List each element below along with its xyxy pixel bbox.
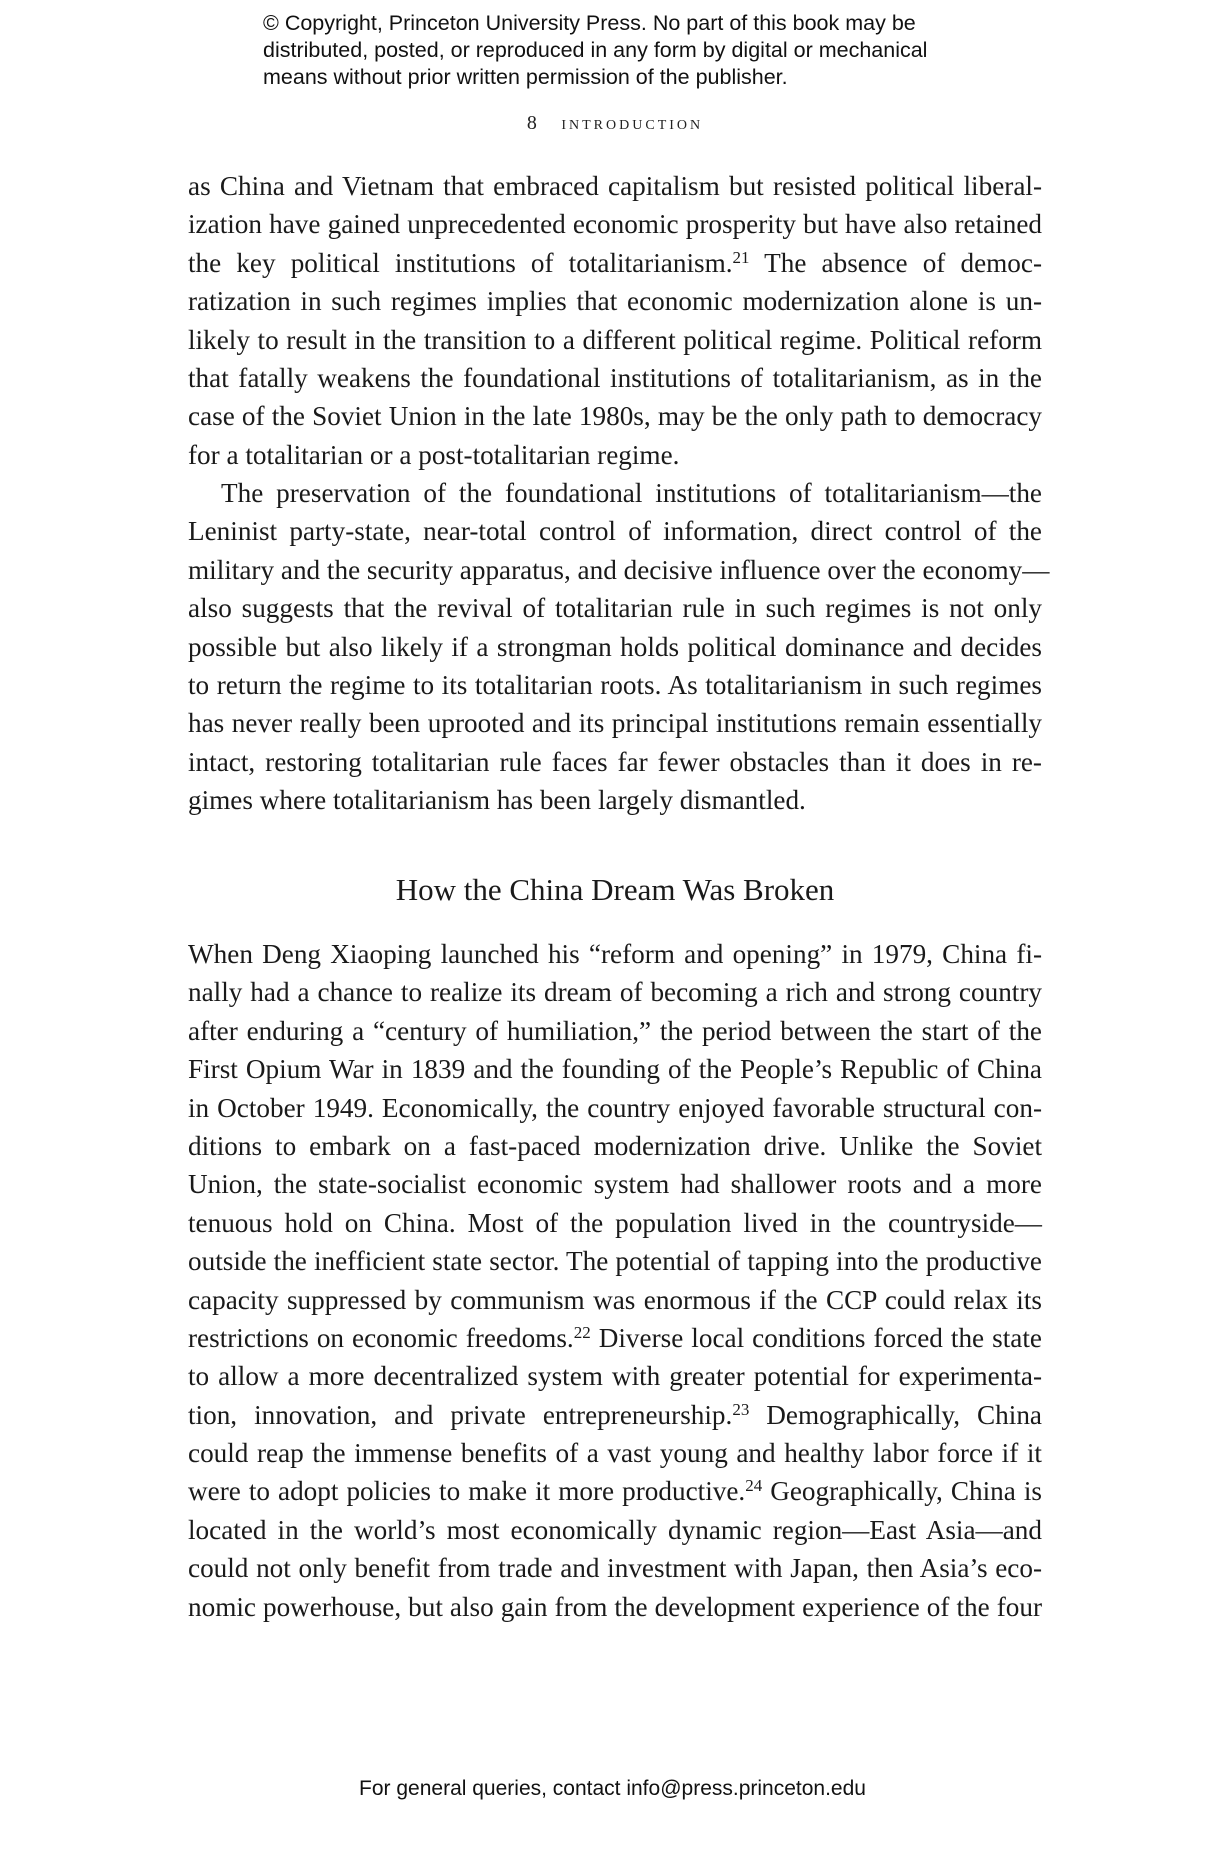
text-line: could reap the immense benefits of a vast young and healthy labor force if it	[188, 1438, 1042, 1469]
text-line: Leninist party-state, near-total control of information, direct control of the	[188, 516, 1042, 547]
text-line: military and the security apparatus, and decisive influence over the economy—	[188, 554, 1050, 585]
running-head	[188, 112, 1042, 135]
footnote-ref-22[interactable]: 22	[573, 1322, 591, 1342]
text-line: The preservation of the foundational institutions of totalitarianism—the	[221, 478, 1042, 508]
text-line: nally had a chance to realize its dream of becoming a rich and strong country	[188, 977, 1042, 1008]
copyright-line: means without prior written permission of the publisher.	[263, 65, 788, 89]
text-line: case of the Soviet Union in the late 1980s, may be the only path to democracy	[188, 401, 1042, 432]
text-line: When Deng Xiaoping launched his “reform and opening” in 1979, China fi-	[188, 939, 1042, 969]
text-line: tenuous hold on China. Most of the population lived in the countryside—	[188, 1207, 1042, 1238]
text-line: for a totalitarian or a post-totalitarian regime.	[188, 439, 680, 470]
section-heading: How the China Dream Was Broken	[395, 872, 835, 907]
text-line: to return the regime to its totalitarian roots. As totalitarianism in such regimes	[188, 669, 1042, 700]
text-line: outside the inefficient state sector. The potential of tapping into the productive	[188, 1246, 1042, 1277]
footnote-ref-21[interactable]: 21	[732, 247, 750, 267]
text-line: could not only benefit from trade and investment with Japan, then Asia’s eco-	[188, 1553, 1042, 1584]
running-head-title: introduction	[561, 112, 704, 134]
text-line: in October 1949. Economically, the country enjoyed favorable structural con-	[188, 1092, 1042, 1123]
text-line: ratization in such regimes implies that economic modernization alone is un-	[188, 286, 1042, 317]
text-line: gimes where totalitarianism has been largely dismantled.	[188, 785, 806, 816]
text-line: First Opium War in 1839 and the founding of the People’s Republic of China	[188, 1054, 1042, 1085]
text-line: after enduring a “century of humiliation,” the period between the start of the	[188, 1015, 1042, 1046]
text-line: were to adopt policies to make it more productive.$^{24}$ Geographically, China is	[188, 1476, 1042, 1507]
footnote-ref-23[interactable]: 23	[732, 1399, 750, 1419]
paragraph-1	[188, 167, 1042, 474]
paragraph-3	[188, 935, 1042, 1626]
copyright-notice	[263, 10, 1023, 91]
copyright-line: distributed, posted, or reproduced in any form by digital or mechanical	[263, 38, 928, 62]
text-line: nomic powerhouse, but also gain from the development experience of the four	[188, 1591, 1042, 1622]
text-line: likely to result in the transition to a different political regime. Political reform	[188, 324, 1042, 355]
text-line: that fatally weakens the foundational institutions of totalitarianism, as in the	[188, 362, 1042, 393]
text-line: possible but also likely if a strongman holds political dominance and decides	[188, 631, 1042, 662]
text-line: capacity suppressed by communism was enormous if the CCP could relax its	[188, 1284, 1042, 1315]
text-line: restrictions on economic freedoms.$^{22}$ Diverse local conditions forced the state	[188, 1322, 1042, 1353]
text-line: has never really been uprooted and its principal institutions remain essentially	[188, 708, 1042, 739]
text-line: also suggests that the revival of totalitarian rule in such regimes is not only	[188, 593, 1042, 624]
footer-contact: For general queries, contact info@press.princeton.edu	[359, 1777, 866, 1800]
text-line: ization have gained unprecedented economic prosperity but have also retained	[188, 209, 1042, 240]
text-line: to allow a more decentralized system with greater potential for experimenta-	[188, 1361, 1042, 1392]
text-line: tion, innovation, and private entrepreneurship.$^{23}$ Demographically, China	[188, 1399, 1042, 1430]
copyright-line: © Copyright, Princeton University Press. No part of this book may be	[263, 11, 916, 35]
text-line: the key political institutions of totalitarianism.$^{21}$ The absence of democ-	[188, 247, 1043, 278]
page-number: 8	[526, 112, 540, 134]
footnote-ref-24[interactable]: 24	[745, 1476, 763, 1496]
text-line: located in the world’s most economically dynamic region—East Asia—and	[188, 1514, 1042, 1545]
paragraph-2	[188, 474, 1050, 820]
text-line: Union, the state-socialist economic system had shallower roots and a more	[188, 1169, 1042, 1200]
text-line: as China and Vietnam that embraced capitalism but resisted political liberal-	[188, 171, 1042, 201]
text-line: intact, restoring totalitarian rule faces far fewer obstacles than it does in re-	[188, 746, 1042, 777]
text-line: ditions to embark on a fast-paced modernization drive. Unlike the Soviet	[188, 1130, 1042, 1161]
